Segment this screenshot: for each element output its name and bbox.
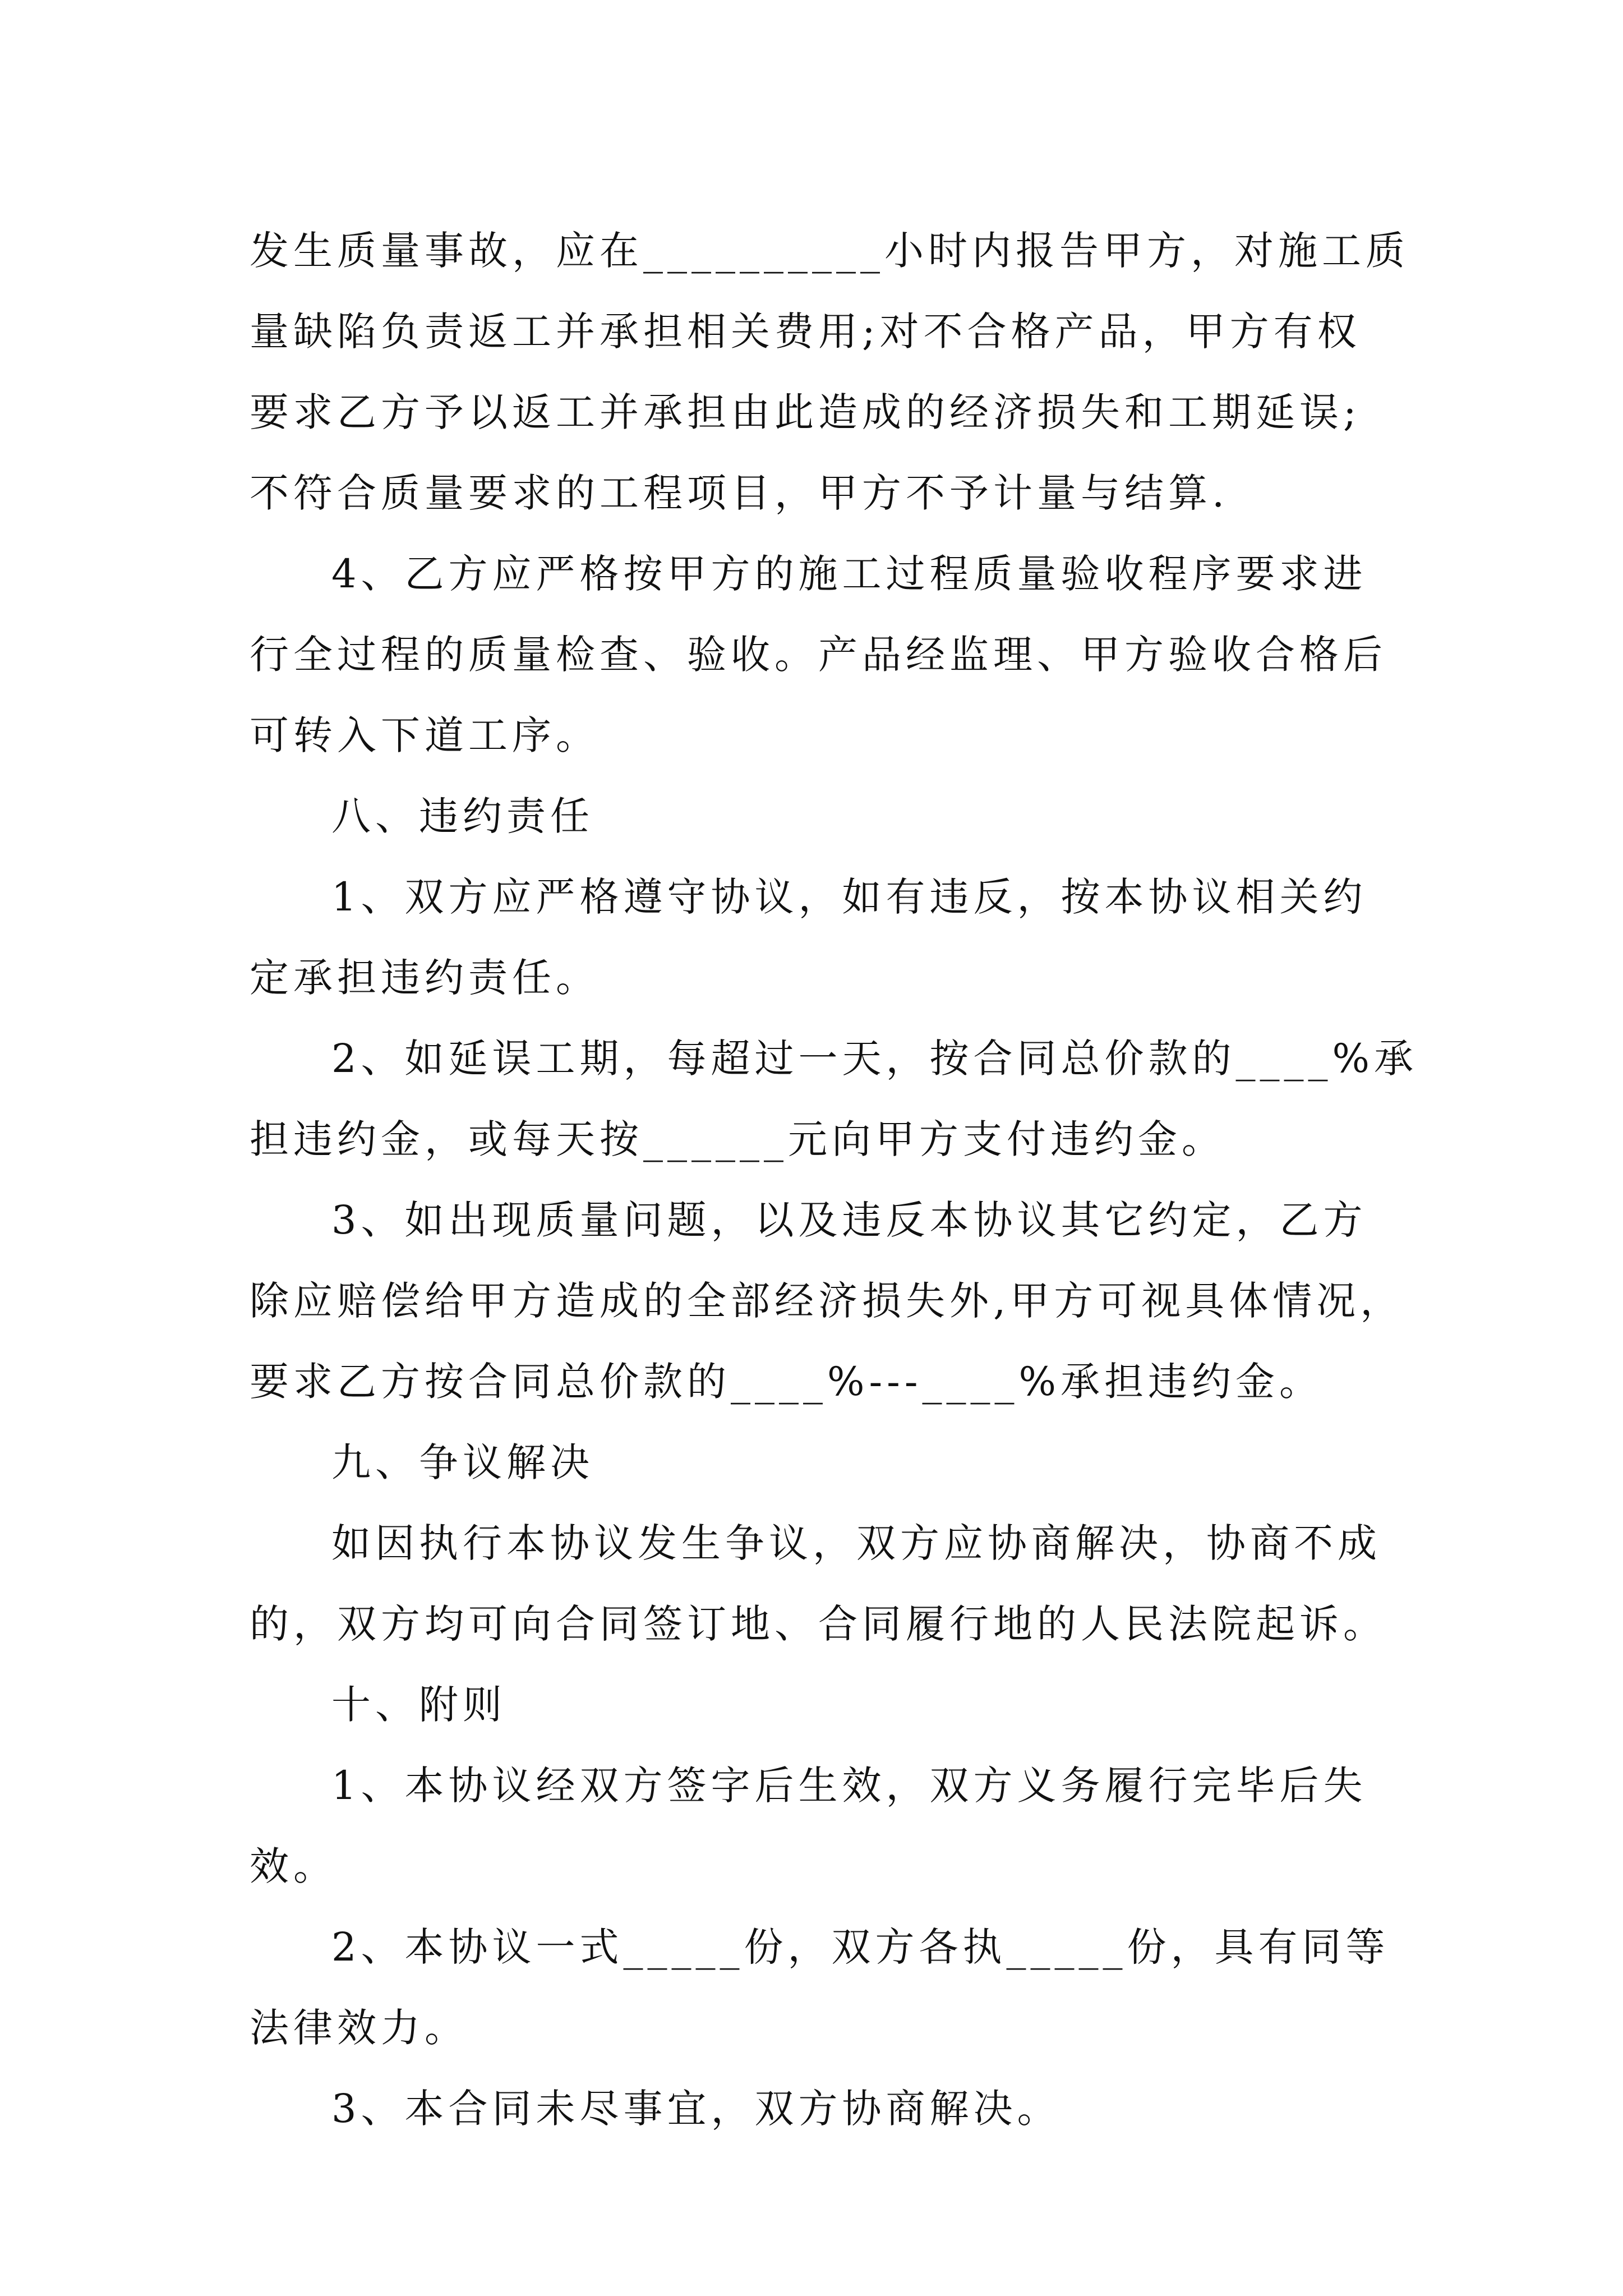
document-body	[250, 210, 1418, 2149]
text-line: 效。	[250, 1843, 337, 1889]
text-line: 要求乙方予以返工并承担由此造成的经济损失和工期延误;	[250, 389, 1361, 435]
clause-line: 2、本协议一式_____份，双方各执_____份，具有同等	[331, 1924, 1390, 1970]
clause-line: 1、本协议经双方签字后生效，双方义务履行完毕后失	[331, 1763, 1367, 1809]
clause-line: 如因执行本协议发生争议，双方应协商解决，协商不成	[331, 1520, 1381, 1566]
text-line: 可转入下道工序。	[250, 712, 600, 758]
clause-line: 1、双方应严格遵守协议，如有违反，按本协议相关约	[331, 874, 1367, 920]
section-heading-appendix: 十、附则	[331, 1682, 506, 1728]
section-heading-dispute: 九、争议解决	[331, 1439, 594, 1485]
text-line: 法律效力。	[250, 2005, 468, 2051]
clause-line: 2、如延误工期，每超过一天，按合同总价款的____%承	[331, 1036, 1418, 1082]
clause-line: 3、如出现质量问题，以及违反本协议其它约定，乙方	[331, 1197, 1367, 1243]
text-line: 担违约金，或每天按______元向甲方支付违约金。	[250, 1116, 1225, 1162]
clause-line: 3、本合同未尽事宜，双方协商解决。	[331, 2086, 1061, 2132]
text-line: 的，双方均可向合同签订地、合同履行地的人民法院起诉。	[250, 1601, 1387, 1647]
text-line: 量缺陷负责返工并承担相关费用;对不合格产品，甲方有权	[250, 309, 1361, 355]
text-line: 不符合质量要求的工程项目，甲方不予计量与结算.	[250, 470, 1229, 516]
text-line: 行全过程的质量检查、验收。产品经监理、甲方验收合格后	[250, 632, 1387, 678]
text-line: 定承担违约责任。	[250, 955, 600, 1001]
text-line: 要求乙方按合同总价款的____%---____%承担违约金。	[250, 1359, 1323, 1405]
text-line: 发生质量事故，应在__________小时内报告甲方，对施工质	[250, 228, 1409, 274]
text-line: 除应赔偿给甲方造成的全部经济损失外,甲方可视具体情况，	[250, 1278, 1404, 1324]
clause-line: 4、乙方应严格按甲方的施工过程质量验收程序要求进	[331, 551, 1367, 597]
section-heading-breach: 八、违约责任	[331, 793, 594, 839]
